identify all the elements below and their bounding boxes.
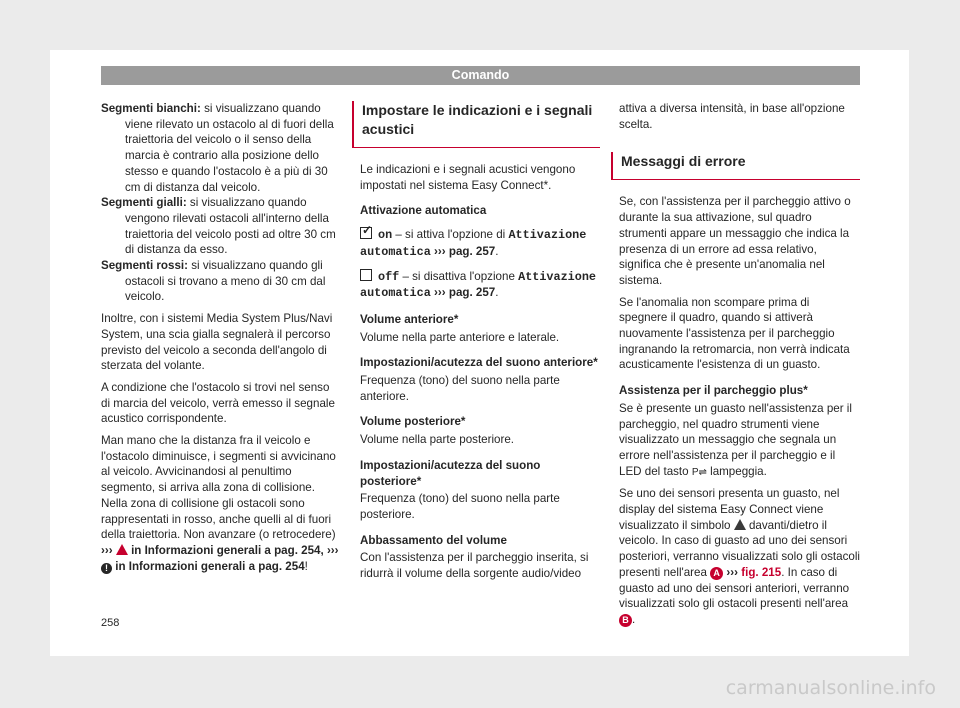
paragraph: Inoltre, con i sistemi Media System Plus/Navi System, una scia gialla segnalerà il percorso previsto del veicolo a seconda dell'angolo di sterzata del volante.	[101, 312, 333, 373]
term-red: Segmenti rossi:	[101, 259, 188, 273]
area-b-marker: B	[619, 614, 632, 627]
area-a-marker: A	[710, 567, 723, 580]
column-2	[360, 101, 600, 588]
figure-reference[interactable]: fig. 215	[741, 565, 782, 579]
paragraph: Frequenza (tono) del suono nella parte anteriore.	[360, 374, 560, 403]
paragraph: Volume nella parte posteriore.	[360, 433, 515, 447]
column-3	[619, 101, 860, 634]
def-yellow	[101, 195, 341, 258]
option-off: off – si disattiva l'opzione Attivazione automatica ››› pag. 257.	[360, 269, 596, 301]
subheading: Impostazioni/acutezza del suono posteriore*	[360, 458, 541, 488]
paragraph: A condizione che l'ostacolo si trovi nel senso di marcia del veicolo, verrà emesso il segnale acustico corrispondente.	[101, 380, 335, 426]
subheading: Assistenza per il parcheggio plus*	[619, 384, 808, 398]
section-title: Impostare le indicazioni e i segnali acustici	[352, 101, 600, 148]
paragraph-collision: Man mano che la distanza fra il veicolo e l'ostacolo diminuisce, i segmenti si avvicinano al veicolo. Avvicinandosi al penultimo segmento, si arriva alla zona di collisione. Nella zona di collisione gli ostacoli sono rappresentati in rosso, anche quelli al di fuori della traiettoria. Non avanzare (o retrocedere) ››› in Informazioni generali a pag. 254, ››› ! in Informazioni generali a pag. 254!	[101, 434, 339, 573]
arrow-link[interactable]: ›››	[101, 543, 113, 557]
term-yellow: Segmenti gialli:	[101, 196, 187, 210]
text-white: si visualizzano quando viene rilevato un ostacolo al di fuori della traiettoria del veicolo o il senso della marcia è contrario alla posizione dello stesso e quando l'ostacolo è a più di 30 cm di distanza dal veicolo.	[125, 102, 334, 194]
subheading: Impostazioni/acutezza del suono anteriore*	[360, 356, 598, 370]
page-reference[interactable]: pag. 257	[448, 286, 496, 300]
section-title: Messaggi di errore	[611, 152, 860, 180]
parking-button-icon: P⇌	[691, 466, 707, 478]
paragraph: Se l'anomalia non scompare prima di spegnere il quadro, quando si attiverà nuovamente l'assistenza per il parcheggio ingranando la retromarcia, non verrà indicata acusticamente l'esistenza di un guasto.	[619, 295, 850, 372]
reference-link[interactable]: in Informazioni generali a pag. 254,	[131, 543, 324, 557]
arrow-link[interactable]: ›››	[434, 244, 446, 258]
page-reference[interactable]: pag. 257	[448, 244, 496, 258]
paragraph: Volume nella parte anteriore e laterale.	[360, 330, 560, 344]
subheading: Volume posteriore*	[360, 415, 466, 429]
paragraph-led: Se è presente un guasto nell'assistenza per il parcheggio, nel quadro strumenti viene visualizzato un messaggio che segnala un errore nell'assistenza per il parcheggio e il LED del tasto P⇌ lampeggia.	[619, 401, 852, 478]
paragraph: Con l'assistenza per il parcheggio inserita, si ridurrà il volume della sorgente audio/video	[360, 551, 589, 581]
paragraph-sensor: Se uno dei sensori presenta un guasto, nel display del sistema Easy Connect viene visualizzato il simbolo davanti/dietro il veicolo. In caso di guasto ad uno dei sensori posteriori, verranno visualizzati solo gli ostacoli presenti nell'area A ››› fig. 215. In caso di guasto ad uno dei sensori anteriori, verranno visualizzati solo gli ostacoli presenti nell'area B .	[619, 487, 861, 626]
subheading: Volume anteriore*	[360, 312, 459, 326]
section-header: Comando	[101, 66, 860, 85]
subheading: Abbassamento del volume	[360, 533, 507, 547]
paragraph: attiva a diversa intensità, in base all'opzione scelta.	[619, 102, 845, 131]
warning-triangle-icon	[734, 519, 746, 530]
arrow-link[interactable]: ›››	[326, 543, 339, 557]
arrow-link[interactable]: ›››	[434, 286, 446, 300]
arrow-link[interactable]: ›››	[726, 565, 738, 579]
subheading: Attivazione automatica	[360, 204, 487, 218]
paragraph: Se, con l'assistenza per il parcheggio attivo o durante la sua attivazione, sul quadro strumenti appare un messaggio che indica la presenza di un errore ad essa relativo, significa che è presente un'anomalia nel sistema.	[619, 195, 851, 287]
def-white	[101, 101, 341, 195]
column-1	[101, 101, 341, 580]
checked-box-icon	[360, 227, 372, 239]
text-yellow: si visualizzano quando vengono rilevati ostacoli all'interno della traiettoria del veicolo posti ad oltre 30 cm di distanza da esso.	[125, 196, 336, 257]
def-red	[101, 258, 341, 305]
term-white: Segmenti bianchi:	[101, 102, 201, 115]
unchecked-box-icon	[360, 269, 372, 281]
watermark: carmanualsonline.info	[725, 677, 936, 699]
reference-link[interactable]: in Informazioni generali a pag. 254	[115, 559, 305, 573]
paragraph: Le indicazioni e i segnali acustici vengono impostati nel sistema Easy Connect*.	[360, 163, 576, 192]
text-red: si visualizzano quando gli ostacoli si trovano a meno di 30 cm dal veicolo.	[125, 259, 326, 304]
warning-icon	[116, 544, 128, 555]
info-icon: !	[101, 563, 112, 574]
page-number: 258	[101, 617, 120, 629]
paragraph: Frequenza (tono) del suono nella parte posteriore.	[360, 492, 560, 521]
option-on: ✓on – si attiva l'opzione di Attivazione automatica ››› pag. 257.	[360, 227, 600, 260]
